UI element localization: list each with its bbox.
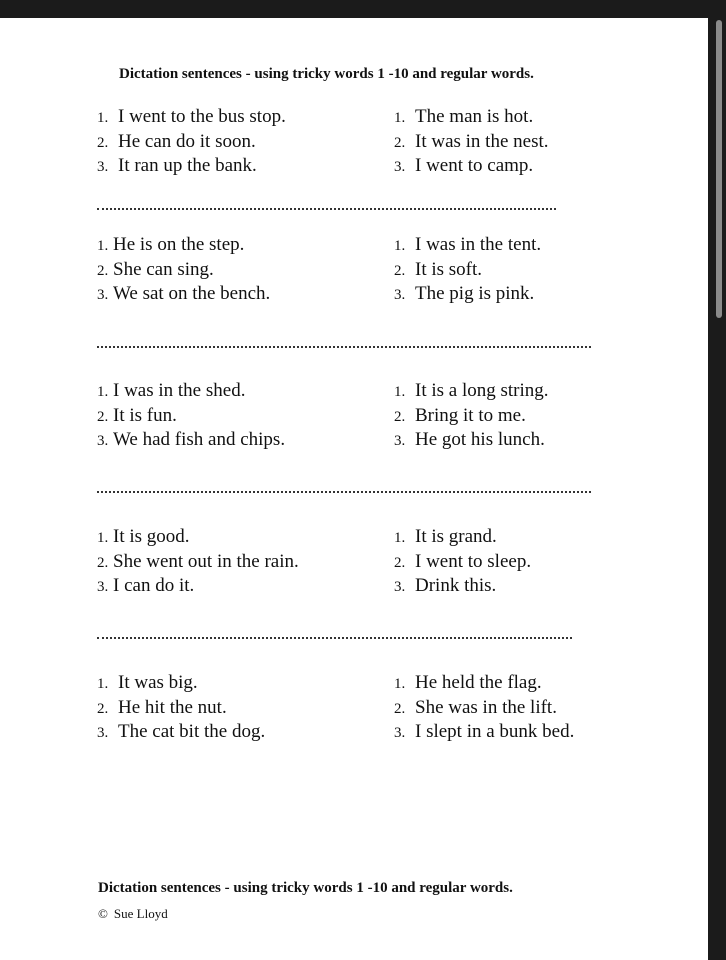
left-sentence-list xyxy=(97,671,265,745)
sentence-text: It was big. xyxy=(118,672,198,693)
copyright-icon: © xyxy=(98,906,108,921)
sentence-text: He held the flag. xyxy=(415,672,542,693)
sentence-item xyxy=(394,428,549,453)
sentence-item xyxy=(97,105,286,130)
sentence-item xyxy=(97,574,299,599)
item-number: 1. xyxy=(394,676,406,692)
sentence-item xyxy=(394,525,531,550)
item-number: 1. xyxy=(97,530,109,546)
item-number: 2. xyxy=(97,408,109,425)
sentence-item xyxy=(97,525,299,550)
right-sentence-list xyxy=(394,233,541,307)
sentence-item xyxy=(97,428,285,453)
item-number: 3. xyxy=(97,287,109,303)
dotted-separator xyxy=(97,491,591,493)
right-sentence-list xyxy=(394,105,549,179)
sentence-item xyxy=(394,233,541,258)
sentence-text: He hit the nut. xyxy=(118,696,227,718)
document-title: Dictation sentences - using tricky words 1 -10 and regular words. xyxy=(119,66,534,82)
item-number: 2. xyxy=(394,134,406,151)
item-number: 3. xyxy=(97,159,109,175)
item-number: 2. xyxy=(394,700,406,717)
item-number: 3. xyxy=(394,579,406,595)
sentence-text: It is soft. xyxy=(415,258,483,280)
item-number: 2. xyxy=(394,408,406,425)
sentence-text: It was in the nest. xyxy=(415,130,549,152)
sentence-text: He is on the step. xyxy=(113,234,245,255)
sentence-item xyxy=(394,574,531,599)
item-number: 3. xyxy=(394,725,406,741)
sentence-item xyxy=(97,258,270,283)
sentence-item xyxy=(97,404,285,429)
sentence-text: It is fun. xyxy=(113,404,177,426)
sentence-item xyxy=(394,154,549,179)
sentence-text: I was in the tent. xyxy=(415,234,542,255)
sentence-text: I slept in a bunk bed. xyxy=(415,721,575,742)
sentence-text: He got his lunch. xyxy=(415,429,545,450)
left-sentence-list xyxy=(97,105,286,179)
sentence-text: She can sing. xyxy=(113,258,214,280)
sentence-text: She was in the lift. xyxy=(415,696,557,718)
right-sentence-list xyxy=(394,379,549,453)
item-number: 2. xyxy=(97,134,109,151)
sentence-text: I was in the shed. xyxy=(113,380,246,401)
item-number: 3. xyxy=(97,433,109,449)
item-number: 3. xyxy=(394,433,406,449)
sentence-text: The cat bit the dog. xyxy=(118,721,266,742)
sentence-text: The pig is pink. xyxy=(415,283,535,304)
sentence-item xyxy=(97,282,270,307)
sentence-item xyxy=(394,696,574,721)
dotted-separator xyxy=(97,637,572,639)
viewer-top-bar xyxy=(0,0,726,18)
item-number: 1. xyxy=(97,238,109,254)
scrollbar-thumb[interactable] xyxy=(716,20,722,318)
sentence-text: Bring it to me. xyxy=(415,404,526,426)
item-number: 2. xyxy=(97,554,109,571)
item-number: 1. xyxy=(97,110,109,126)
item-number: 3. xyxy=(97,579,109,595)
item-number: 2. xyxy=(97,700,109,717)
left-sentence-list xyxy=(97,525,299,599)
sentence-item xyxy=(97,379,285,404)
dotted-separator xyxy=(97,208,556,210)
item-number: 2. xyxy=(394,554,406,571)
right-sentence-list xyxy=(394,525,531,599)
sentence-text: I went to sleep. xyxy=(415,550,532,572)
copyright-line xyxy=(98,906,168,922)
sentence-item xyxy=(394,550,531,575)
left-sentence-list xyxy=(97,233,270,307)
sentence-text: It is good. xyxy=(113,526,190,547)
sentence-item xyxy=(97,550,299,575)
sentence-item xyxy=(97,130,286,155)
sentence-item xyxy=(97,696,265,721)
item-number: 1. xyxy=(394,530,406,546)
vertical-scrollbar[interactable] xyxy=(708,0,726,960)
sentence-text: We had fish and chips. xyxy=(113,429,286,450)
footer-title: Dictation sentences - using tricky words 1 -10 and regular words. xyxy=(98,880,513,896)
sentence-text: I can do it. xyxy=(113,575,195,596)
sentence-item xyxy=(394,258,541,283)
sentence-item xyxy=(97,671,265,696)
sentence-item xyxy=(97,233,270,258)
sentence-item xyxy=(394,130,549,155)
sentence-text: The man is hot. xyxy=(415,106,534,127)
sentence-text: I went to camp. xyxy=(415,155,534,176)
right-sentence-list xyxy=(394,671,574,745)
sentence-text: I went to the bus stop. xyxy=(118,106,286,127)
sentence-text: It is grand. xyxy=(415,526,497,547)
sentence-text: She went out in the rain. xyxy=(113,550,299,572)
item-number: 3. xyxy=(394,159,406,175)
sentence-text: Drink this. xyxy=(415,575,497,596)
sentence-item xyxy=(97,154,286,179)
sentence-text: He can do it soon. xyxy=(118,130,256,152)
sentence-item xyxy=(394,282,541,307)
item-number: 2. xyxy=(394,262,406,279)
sentence-item xyxy=(97,720,265,745)
item-number: 2. xyxy=(97,262,109,279)
left-sentence-list xyxy=(97,379,285,453)
dotted-separator xyxy=(97,346,591,348)
sentence-item xyxy=(394,379,549,404)
sentence-text: It ran up the bank. xyxy=(118,155,257,176)
sentence-text: It is a long string. xyxy=(415,380,549,401)
sentence-text: We sat on the bench. xyxy=(113,283,271,304)
item-number: 3. xyxy=(394,287,406,303)
sentence-item xyxy=(394,105,549,130)
sentence-item xyxy=(394,404,549,429)
item-number: 1. xyxy=(394,110,406,126)
item-number: 1. xyxy=(394,384,406,400)
item-number: 1. xyxy=(394,238,406,254)
sentence-item xyxy=(394,671,574,696)
item-number: 1. xyxy=(97,384,109,400)
sentence-item xyxy=(394,720,574,745)
author-name: Sue Lloyd xyxy=(113,906,168,921)
item-number: 1. xyxy=(97,676,109,692)
item-number: 3. xyxy=(97,725,109,741)
